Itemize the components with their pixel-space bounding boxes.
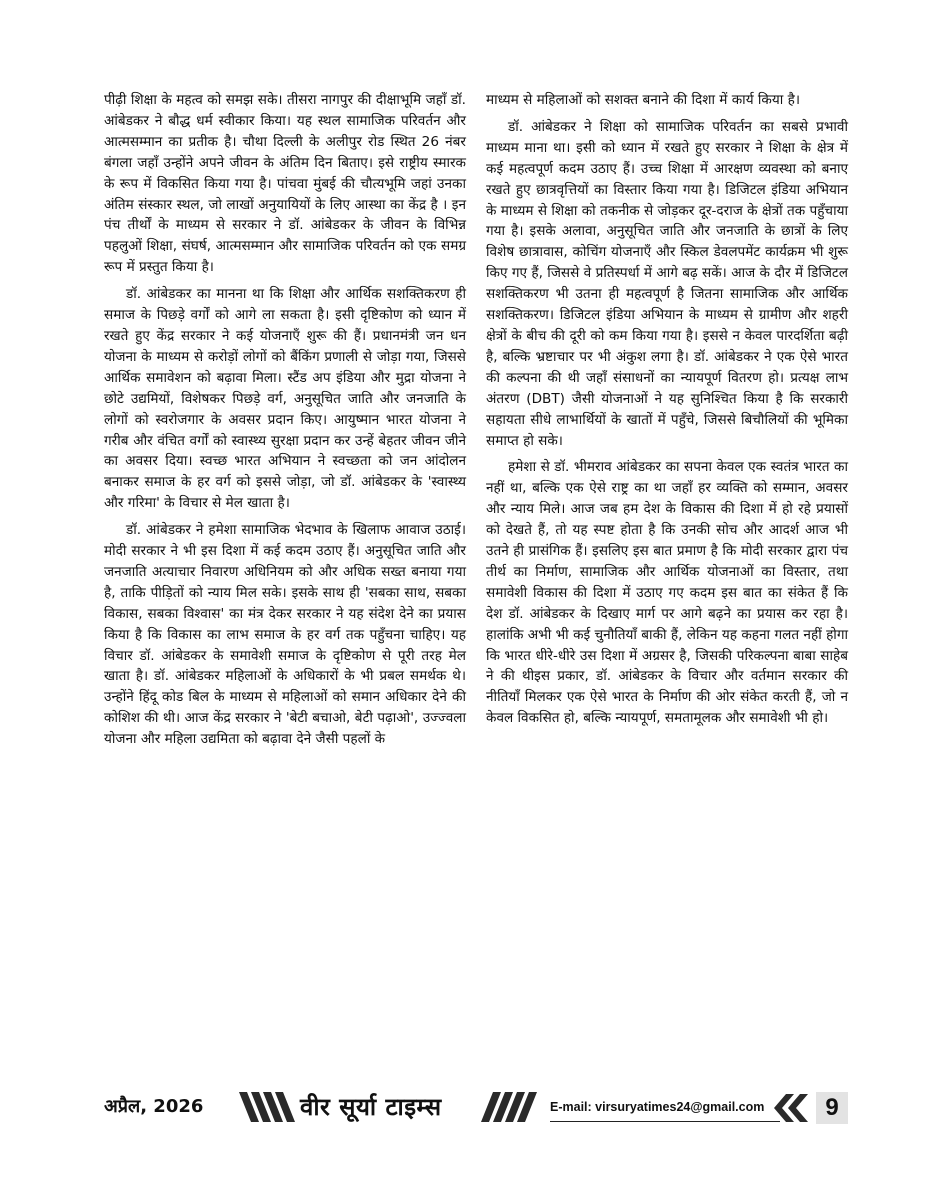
chevron-left-icon [772,1094,812,1122]
contact-email: E-mail: virsuryatimes24@gmail.com [550,1100,765,1114]
paragraph: पीढ़ी शिक्षा के महत्व को समझ सके। तीसरा नागपुर की दीक्षाभूमि जहाँ डॉ. आंबेडकर ने बौद्ध धर्म स्वीकार किया। यह स्थल सामाजिक परिवर्तन और आत्मसम्मान का प्रतीक है। चौथा दिल्ली के अलीपुर रोड स्थित 26 नंबर बंगला जहाँ उन्होंने अपने जीवन के अंतिम दिन बिताए। इसे राष्ट्रीय स्मारक के रूप में विकसित किया गया है। पांचवा मुंबई की चौत्यभूमि जहां उनका अंतिम संस्कार स्थल, जो लाखों अनुयायियों के लिए आस्था का केंद्र है । इन पंच तीर्थों के माध्यम से सरकार ने डॉ. आंबेडकर के जीवन के विभिन्न पहलुओं शिक्षा, संघर्ष, आत्मसम्मान और सामाजिक परिवर्तन को एक समग्र रूप में प्रस्तुत किया है। [104,92,466,276]
right-stripes-decoration [481,1092,541,1122]
paragraph: माध्यम से महिलाओं को सशक्त बनाने की दिशा में कार्य किया है। [486,92,800,108]
left-stripes-decoration [235,1092,295,1122]
paragraph: डॉ. आंबेडकर ने शिक्षा को सामाजिक परिवर्तन का सबसे प्रभावी माध्यम माना था। इसी को ध्यान में रखते हुए सरकार ने शिक्षा के क्षेत्र में कई महत्वपूर्ण कदम उठाए हैं। उच्च शिक्षा में आरक्षण व्यवस्था को बनाए रखते हुए छात्रवृत्तियों का विस्तार किया गया है। डिजिटल इंडिया अभियान के माध्यम से शिक्षा को तकनीक से जोड़कर दूर-दराज के क्षेत्रों तक पहुँचाया गया है। इसके अलावा, अनुसूचित जाति और जनजाति के छात्रों के लिए विशेष छात्रावास, कोचिंग योजनाएँ और स्किल डेवलपमेंट कार्यक्रम भी शुरू किए गए हैं, जिससे वे प्रतिस्पर्धा में आगे बढ़ सकें। आज के दौर में डिजिटल सशक्तिकरण भी उतना ही महत्वपूर्ण है जितना सामाजिक और आर्थिक सशक्तिकरण। डिजिटल इंडिया अभियान के माध्यम से ग्रामीण और शहरी क्षेत्रों के बीच की दूरी को कम किया गया है। इससे न केवल पारदर्शिता बढ़ी है, बल्कि भ्रष्टाचार पर भी अंकुश लगा है। डॉ. आंबेडकर ने एक ऐसे भारत की कल्पना की थी जहाँ संसाधनों का न्यायपूर्ण वितरण हो। प्रत्यक्ष लाभ अंतरण (DBT) जैसी योजनाओं ने यह सुनिश्चित किया है कि सरकारी सहायता सीधे लाभार्थियों के खातों में पहुँचे, जिससे बिचौलियों की भूमिका समाप्त हो सके। [486,118,848,449]
right-column [486,90,848,729]
page-footer [104,1090,848,1126]
paragraph: डॉ. आंबेडकर का मानना था कि शिक्षा और आर्थिक सशक्तिकरण ही समाज के पिछड़े वर्गों को आगे ला सकता है। इसी दृष्टिकोण को ध्यान में रखते हुए केंद्र सरकार ने कई योजनाएँ शुरू की हैं। प्रधानमंत्री जन धन योजना के माध्यम से करोड़ों लोगों को बैंकिंग प्रणाली से जोड़ा गया, जिससे आर्थिक समावेशन को बढ़ावा मिला। स्टैंड अप इंडिया और मुद्रा योजना ने छोटे उद्यमियों, विशेषकर पिछड़े वर्ग, अनुसूचित जाति और जनजाति के लोगों को स्वरोजगार के अवसर प्रदान किए। आयुष्मान भारत योजना ने गरीब और वंचित वर्गों को स्वास्थ्य सुरक्षा प्रदान कर उन्हें बेहतर जीवन जीने का अवसर दिया। स्वच्छ भारत अभियान ने स्वच्छता को जन आंदोलन बनाकर समाज के हर वर्ग को इससे जोड़ा, जो डॉ. आंबेडकर के 'स्वास्थ्य और गरिमा' के विचार से मेल खाता है। [104,286,466,512]
footer-rule [550,1121,780,1122]
page-number: 9 [816,1092,848,1124]
issue-date: अप्रैल, 2026 [104,1096,204,1117]
left-column [104,90,466,750]
paragraph: डॉ. आंबेडकर ने हमेशा सामाजिक भेदभाव के खिलाफ आवाज उठाई। मोदी सरकार ने भी इस दिशा में कई कदम उठाए हैं। अनुसूचित जाति और जनजाति अत्याचार निवारण अधिनियम को और अधिक सख्त बनाया गया है, ताकि पीड़ितों को न्याय मिल सके। इसके साथ ही 'सबका साथ, सबका विकास, सबका विश्वास' का मंत्र देकर सरकार ने यह संदेश देने का प्रयास किया है कि विकास का लाभ समाज के हर वर्ग तक पहुँचना चाहिए। यह विचार डॉ. आंबेडकर के समावेशी समाज के दृष्टिकोण से पूरी तरह मेल खाता है। डॉ. आंबेडकर महिलाओं के अधिकारों के भी प्रबल समर्थक थे। उन्होंने हिंदू कोड बिल के माध्यम से महिलाओं को समान अधिकार देने की कोशिश की थी। आज केंद्र सरकार ने 'बेटी बचाओ, बेटी पढ़ाओ', उज्ज्वला योजना और महिला उद्यमिता को बढ़ावा देने जैसी पहलों के [104,522,466,748]
publication-name: वीर सूर्या टाइम्स [300,1093,442,1121]
paragraph: हमेशा से डॉ. भीमराव आंबेडकर का सपना केवल एक स्वतंत्र भारत का नहीं था, बल्कि एक ऐसे राष्ट्र का था जहाँ हर व्यक्ति को सम्मान, अवसर और न्याय मिले। आज जब हम देश के विकास की दिशा में हो रहे प्रयासों को देखते हैं, तो यह स्पष्ट होता है कि उनकी सोच और आदर्श आज भी उतने ही प्रासंगिक हैं। इसलिए इस बात प्रमाण है कि मोदी सरकार द्वारा पंच तीर्थ का निर्माण, सामाजिक और आर्थिक योजनाओं का विस्तार, तथा समावेशी विकास की दिशा में उठाए गए कदम इस बात का संकेत हैं कि देश डॉ. आंबेडकर के दिखाए मार्ग पर आगे बढ़ने का प्रयास कर रहा है। हालांकि अभी भी कई चुनौतियाँ बाकी हैं, लेकिन यह कहना गलत नहीं होगा कि भारत धीरे-धीरे उस दिशा में अग्रसर है, जिसकी परिकल्पना बाबा साहेब ने की थीइस प्रकार, डॉ. आंबेडकर के विचार और वर्तमान सरकार की नीतियाँ मिलकर एक ऐसे भारत के निर्माण की ओर संकेत करती हैं, जो न केवल विकसित हो, बल्कि न्यायपूर्ण, समतामूलक और समावेशी भी हो। [486,459,848,727]
